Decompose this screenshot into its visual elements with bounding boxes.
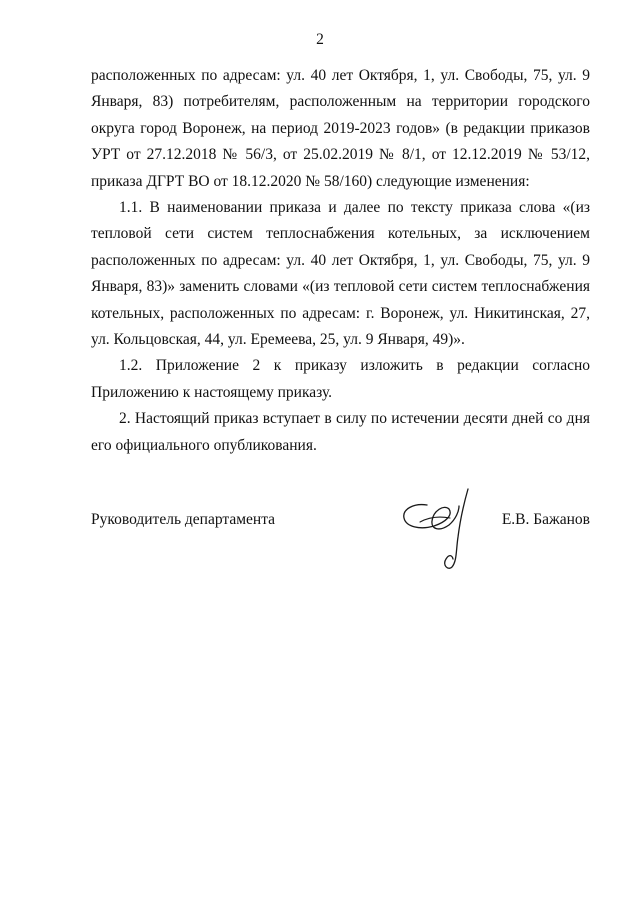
paragraph-item-1-1: 1.1. В наименовании приказа и далее по тексту приказа слова «(из тепловой сети систем теплоснабжения котельных, за исключением расположенных по адресам: ул. 40 лет Октября, 1, ул. Свободы, 75, ул. 9 Января, 83)» заменить словами «(из тепловой сети систем теплоснабжения котельных, расположенных по адресам: г. Воронеж, ул. Никитинская, 27, ул. Кольцовская, 44, ул. Еремеева, 25, ул. 9 Января, 49)».	[91, 199, 590, 349]
paragraph-item-1-2: 1.2. Приложение 2 к приказу изложить в редакции согласно Приложению к настоящему приказу.	[91, 357, 590, 401]
signatory-position: Руководитель департамента	[91, 511, 276, 528]
signatory-name: Е.В. Бажанов	[501, 511, 590, 528]
paragraph-continuation: расположенных по адресам: ул. 40 лет Октября, 1, ул. Свободы, 75, ул. 9 Января, 83) потребителям, расположенным на территории городского округа город Воронеж, на период 2019-2023 годов» (в редакции приказов УРТ от 27.12.2018 № 56/3, от 25.02.2019 № 8/1, от 12.12.2019 № 53/12, приказа ДГРТ ВО от 18.12.2020 № 58/160) следующие изменения:	[91, 67, 590, 190]
signature-block	[91, 485, 590, 575]
document-body	[91, 63, 590, 459]
handwritten-signature-icon	[396, 485, 486, 571]
page-number: 2	[316, 31, 324, 48]
paragraph-item-2: 2. Настоящий приказ вступает в силу по истечении десяти дней со дня его официального опубликования.	[91, 410, 590, 454]
